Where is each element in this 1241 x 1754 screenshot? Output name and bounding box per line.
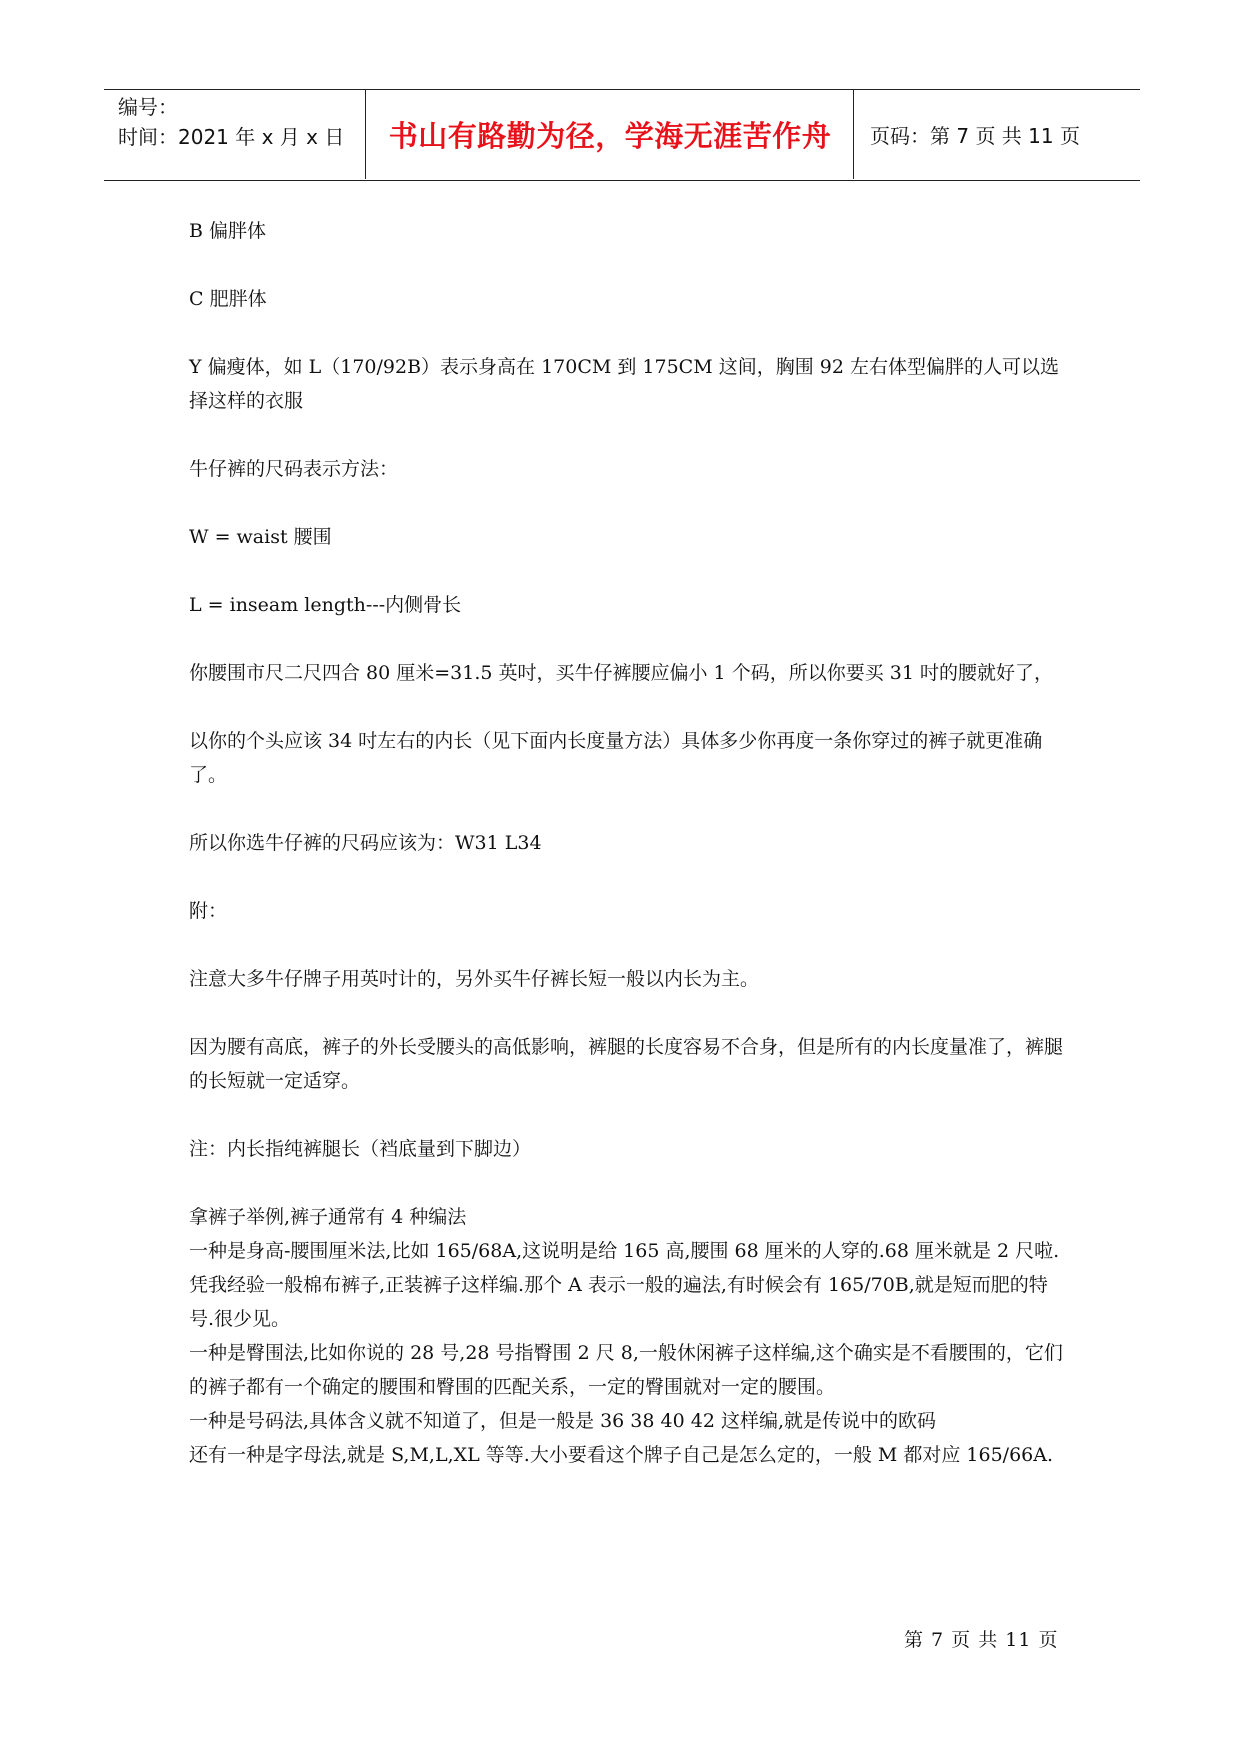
header-divider — [853, 90, 854, 179]
body-paragraph: 你腰围市尺二尺四合 80 厘米=31.5 英吋，买牛仔裤腰应偏小 1 个码，所以你要买 31 吋的腰就好了， — [189, 662, 1053, 684]
document-number-label: 编号： — [118, 95, 178, 119]
body-paragraph: 因为腰有高底，裤子的外长受腰头的高低影响，裤腿的长度容易不合身，但是所有的内长度量准了，裤腿的长短就一定适穿。 — [189, 1036, 1064, 1092]
header-page-info: 页码：第 7 页 共 11 页 — [870, 124, 1080, 148]
page-footer: 第 7 页 共 11 页 — [904, 1629, 1059, 1651]
body-paragraph: L = inseam length---内侧骨长 — [189, 594, 462, 616]
header-motto: 书山有路勤为径，学海无涯苦作舟 — [388, 119, 832, 153]
body-paragraph: 注：内长指纯裤腿长（裆底量到下脚边） — [189, 1138, 532, 1160]
body-paragraph: 注意大多牛仔牌子用英吋计的，另外买牛仔裤长短一般以内长为主。 — [189, 968, 760, 990]
document-time-label: 时间：2021 年 x 月 x 日 — [118, 125, 345, 149]
size-methods-block — [189, 1200, 1069, 1472]
page-header — [104, 89, 1140, 181]
body-paragraph: 牛仔裤的尺码表示方法： — [189, 458, 399, 480]
size-method-item: 一种是号码法,具体含义就不知道了，但是一般是 36 38 40 42 这样编,就是传说中的欧码 — [189, 1410, 936, 1432]
body-paragraph: B 偏胖体 — [189, 220, 267, 242]
size-methods-intro: 拿裤子举例,裤子通常有 4 种编法 — [189, 1206, 467, 1228]
header-divider — [365, 90, 366, 179]
size-method-item: 一种是臀围法,比如你说的 28 号,28 号指臀围 2 尺 8,一般休闲裤子这样编,这个确实是不看腰围的，它们的裤子都有一个确定的腰围和臀围的匹配关系，一定的臀围就对一定的腰围。 — [189, 1342, 1063, 1398]
body-paragraph: Y 偏瘦体，如 L（170/92B）表示身高在 170CM 到 175CM 这间，胸围 92 左右体型偏胖的人可以选择这样的衣服 — [189, 356, 1059, 412]
body-paragraph: 所以你选牛仔裤的尺码应该为：W31 L34 — [189, 832, 542, 854]
body-paragraph: W = waist 腰围 — [189, 526, 332, 548]
size-method-item: 一种是身高-腰围厘米法,比如 165/68A,这说明是给 165 高,腰围 68 厘米的人穿的.68 厘米就是 2 尺啦.凭我经验一般棉布裤子,正装裤子这样编.那个 A 表示一般的遍法,有时候会有 165/70B,就是短而肥的特号.很少见。 — [189, 1240, 1060, 1330]
body-paragraph: C 肥胖体 — [189, 288, 267, 310]
body-paragraph: 附： — [189, 900, 228, 922]
document-body — [189, 214, 1069, 1472]
header-meta — [118, 92, 344, 152]
body-paragraph: 以你的个头应该 34 吋左右的内长（见下面内长度量方法）具体多少你再度一条你穿过的裤子就更准确了。 — [189, 730, 1043, 786]
size-method-item: 还有一种是字母法,就是 S,M,L,XL 等等.大小要看这个牌子自己是怎么定的，一般 M 都对应 165/66A. — [189, 1444, 1054, 1466]
